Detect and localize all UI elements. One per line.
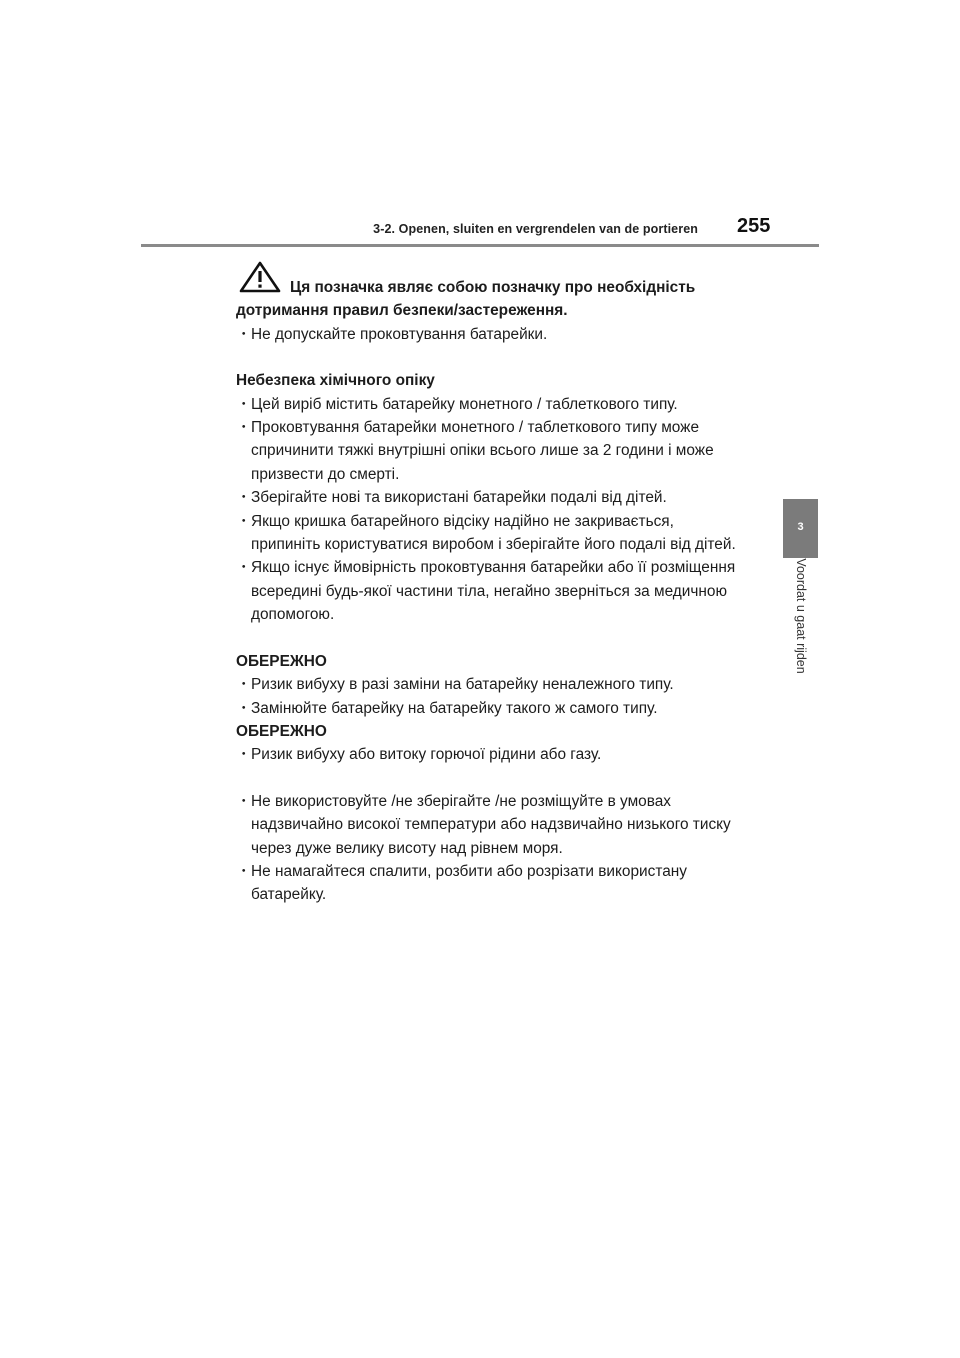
header-divider [141,244,819,247]
caution-item: ・ Не використовуйте /не зберігайте /не розміщуйте в умовах надзвичайно високої температури або надзвичайно низького тиску через дуже велику висоту над рівнем моря. [236,790,736,860]
notice-line-1: Ця позначка являє собою позначку про необхідність [290,279,696,296]
notice-line-2: дотримання правил безпеки/застереження. [236,302,568,320]
caution-heading: ОБЕРЕЖНО [236,722,327,740]
chemical-item: ・ Якщо існує ймовірність проковтування батарейки або її розміщення всередині будь-якої частини тіла, негайно зверніться за медичною допомогою. [236,556,736,626]
chemical-item: ・ Цей виріб містить батарейку монетного / таблеткового типу. [236,393,736,416]
chapter-label: Voordat u gaat rijden [794,558,808,674]
caution-item: ・ Ризик вибуху в разі заміни на батарейку неналежного типу. [236,673,736,696]
caution-item: ・ Замінюйте батарейку на батарейку такого ж самого типу. [236,697,736,720]
chemical-item: ・ Зберігайте нові та використані батарейки подалі від дітей. [236,486,736,509]
caution-heading: ОБЕРЕЖНО [236,652,327,670]
notice-item: ・ Не допускайте проковтування батарейки. [236,323,736,346]
page-number: 255 [737,215,771,237]
warning-content [236,276,736,907]
caution-item: ・ Не намагайтеся спалити, розбити або розрізати використану батарейку. [236,860,736,907]
warning-triangle-icon [238,260,282,294]
safety-notice-header [236,276,736,299]
chapter-number: 3 [797,521,804,533]
chemical-item: ・ Якщо кришка батарейного відсіку надійно не закривається, припиніть користуватися виробом і зберігайте його подалі від дітей. [236,510,736,557]
caution-item: ・ Ризик вибуху або витоку горючої рідини або газу. [236,743,736,766]
chemical-item: ・ Проковтування батарейки монетного / таблеткового типу може спричинити тяжкі внутрішні опіки всього лише за 2 години і може призвести до смерті. [236,416,736,486]
section-title: 3-2. Openen, sluiten en vergrendelen van de portieren [373,222,698,236]
chemical-burn-heading: Небезпека хімічного опіку [236,372,435,390]
chapter-tab [783,499,818,558]
